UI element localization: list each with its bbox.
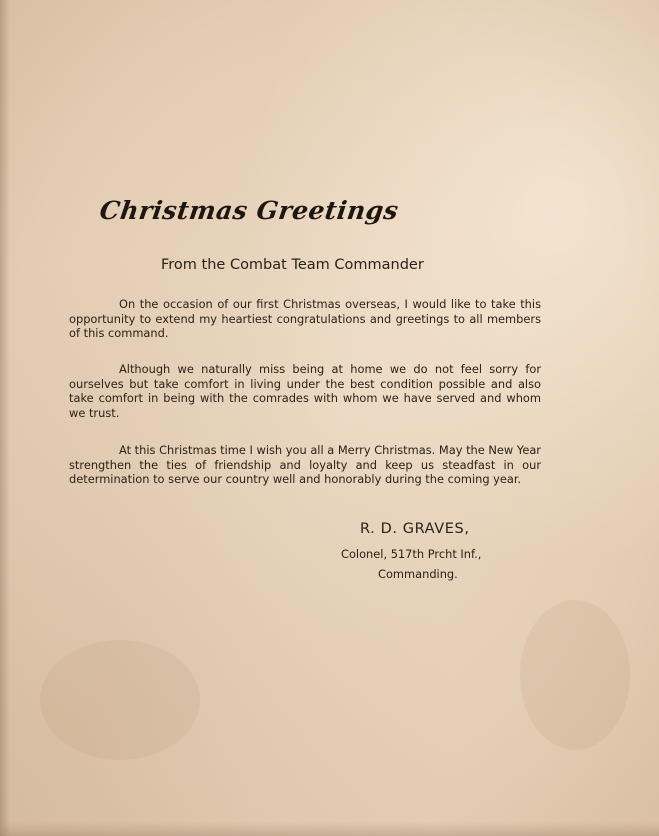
paper-stain — [40, 640, 200, 760]
signature-rank: Colonel, 517th Prcht Inf., — [341, 547, 482, 561]
page-left-edge-shadow — [0, 0, 10, 836]
greeting-paragraph-1: On the occasion of our first Christmas overseas, I would like to take this opportunity to extend my heartiest congratulations and greetings to all members of this command. — [69, 297, 541, 340]
signature-name: R. D. GRAVES, — [360, 521, 470, 537]
page-title: Christmas Greetings — [97, 196, 401, 225]
greeting-paragraph-3: At this Christmas time I wish you all a Merry Christmas. May the New Year strengthen the ties of friendship and loyalty and keep us steadfast in our determination to serve our country well and honorably during the coming year. — [69, 443, 541, 486]
page-subtitle: From the Combat Team Commander — [161, 257, 424, 273]
signature-role: Commanding. — [378, 567, 458, 581]
greeting-paragraph-2: Although we naturally miss being at home we do not feel sorry for ourselves but take comfort in living under the best condition possible and also take comfort in being with the comrades with whom we have served and whom we trust. — [69, 362, 541, 420]
page-bottom-edge-shadow — [0, 822, 659, 836]
paper-stain — [520, 600, 630, 750]
